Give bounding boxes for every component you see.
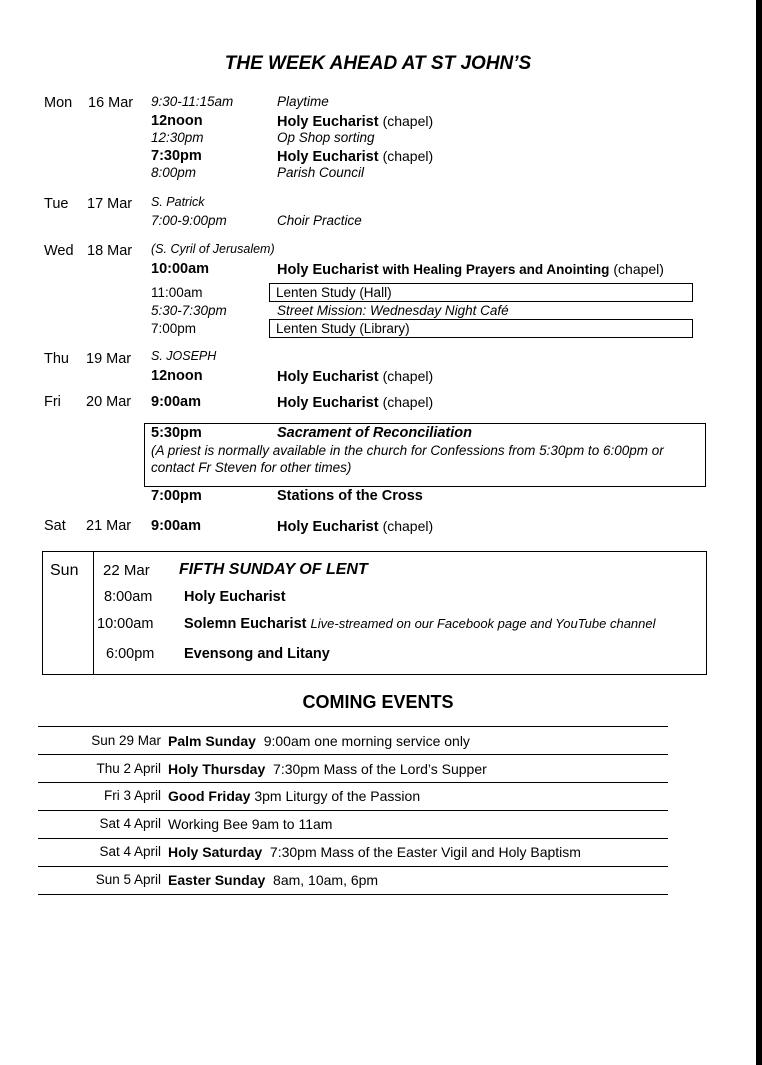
fri-e1-note: (chapel) <box>382 394 434 410</box>
mon-e4-entry <box>277 148 433 165</box>
event-3-date: Fri 3 April <box>103 788 161 803</box>
event-2-name: Holy Thursday <box>168 761 266 777</box>
event-1-detail: 9:00am one morning service only <box>263 733 470 749</box>
event-6-text <box>168 872 378 888</box>
mon-e2-text: Holy Eucharist <box>277 114 379 130</box>
fri-day: Fri <box>44 394 61 410</box>
tue-feast: S. Patrick <box>151 195 205 209</box>
events-rule <box>38 866 668 867</box>
event-2-date: Thu 2 April <box>96 761 161 776</box>
wed-e1-text: Holy Eucharist <box>277 262 379 278</box>
sun-e1-time: 8:00am <box>104 589 153 605</box>
sun-e2-time: 10:00am <box>97 616 154 632</box>
sun-date: 22 Mar <box>103 562 150 579</box>
fri-e1-time: 9:00am <box>151 394 201 410</box>
event-6-date: Sun 5 April <box>95 872 161 887</box>
event-2-text <box>168 761 487 777</box>
event-5-detail: 7:30pm Mass of the Easter Vigil and Holy Baptism <box>269 844 581 860</box>
wed-feast: (S. Cyril of Jerusalem) <box>151 242 275 256</box>
fri-e3-text: Stations of the Cross <box>277 488 423 504</box>
mon-e1-time: 9:30-11:15am <box>151 94 234 109</box>
events-rule <box>38 782 668 783</box>
wed-e1-note: (chapel) <box>613 261 664 277</box>
wed-date: 18 Mar <box>87 243 133 259</box>
sat-e1-entry <box>277 518 433 535</box>
thu-date: 19 Mar <box>86 351 132 367</box>
wed-e1-time: 10:00am <box>151 261 210 277</box>
wed-e1-entry <box>277 261 664 278</box>
mon-e4-note: (chapel) <box>382 148 434 164</box>
event-3-detail: 3pm Liturgy of the Passion <box>254 788 421 804</box>
sun-e3-text: Evensong and Litany <box>184 646 330 662</box>
wed-e3-text: Street Mission: Wednesday Night Café <box>277 303 509 318</box>
event-5-name: Holy Saturday <box>168 844 263 860</box>
mon-e3-text: Op Shop sorting <box>277 130 375 145</box>
thu-e1-text: Holy Eucharist <box>277 369 379 385</box>
event-1-name: Palm Sunday <box>168 733 256 749</box>
fri-date: 20 Mar <box>86 394 132 410</box>
mon-e4-text: Holy Eucharist <box>277 149 379 165</box>
coming-events-title: COMING EVENTS <box>302 692 454 712</box>
mon-e5-text: Parish Council <box>277 165 365 180</box>
event-5-date: Sat 4 April <box>99 844 161 859</box>
sun-e2-text: Solemn Eucharist <box>184 616 307 632</box>
wed-e4-text: Lenten Study (Library) <box>276 321 410 336</box>
mon-e3-time: 12:30pm <box>151 130 204 145</box>
page-title: THE WEEK AHEAD AT ST JOHN’S <box>224 53 532 74</box>
sat-day: Sat <box>44 518 66 534</box>
events-rule <box>38 754 668 755</box>
event-1-text <box>168 733 470 749</box>
thu-feast: S. JOSEPH <box>151 349 217 363</box>
thu-e1-time: 12noon <box>151 368 203 384</box>
tue-e1-text: Choir Practice <box>277 213 362 228</box>
event-3-text <box>168 788 420 804</box>
mon-e5-time: 8:00pm <box>151 165 197 180</box>
sun-e3-time: 6:00pm <box>106 646 155 662</box>
fri-e1-entry <box>277 394 433 411</box>
sun-e2-entry <box>184 616 656 632</box>
wed-e2-text: Lenten Study (Hall) <box>276 285 392 300</box>
fri-rec-note2: contact Fr Steven for other times) <box>151 460 352 475</box>
wed-day: Wed <box>44 243 74 259</box>
sat-e1-text: Holy Eucharist <box>277 519 379 535</box>
mon-e2-entry <box>277 113 433 130</box>
event-4-date: Sat 4 April <box>99 816 161 831</box>
sun-title: FIFTH SUNDAY OF LENT <box>179 561 368 578</box>
wed-e1-bold2: with Healing Prayers and Anointing <box>382 262 610 277</box>
wed-e2-time: 11:00am <box>151 285 203 300</box>
mon-day: Mon <box>44 95 73 111</box>
event-6-name: Easter Sunday <box>168 872 266 888</box>
thu-day: Thu <box>44 351 69 367</box>
tue-date: 17 Mar <box>87 196 133 212</box>
events-rule <box>38 726 668 727</box>
fri-rec-time: 5:30pm <box>151 425 202 441</box>
sat-e1-time: 9:00am <box>151 518 201 534</box>
fri-e1-text: Holy Eucharist <box>277 395 379 411</box>
sun-day: Sun <box>50 562 79 579</box>
wed-e3-time: 5:30-7:30pm <box>151 303 227 318</box>
events-rule <box>38 838 668 839</box>
fri-e3-time: 7:00pm <box>151 488 202 504</box>
tue-e1-time: 7:00-9:00pm <box>151 213 227 228</box>
event-5-text <box>168 844 581 860</box>
event-4-text <box>168 816 332 832</box>
sun-e1-text: Holy Eucharist <box>184 589 286 605</box>
wed-e4-time: 7:00pm <box>151 321 197 336</box>
event-3-name: Good Friday <box>168 788 251 804</box>
events-rule <box>38 894 668 895</box>
sat-date: 21 Mar <box>86 518 132 534</box>
mon-e4-time: 7:30pm <box>151 148 202 164</box>
event-1-date: Sun 29 Mar <box>91 733 161 748</box>
page-edge-bar <box>756 0 762 1065</box>
event-4-detail: Working Bee 9am to 11am <box>168 816 333 832</box>
events-rule <box>38 810 668 811</box>
fri-rec-note1: (A priest is normally available in the church for Confessions from 5:30pm to 6:00pm or <box>151 443 664 458</box>
sunday-divider <box>93 552 94 674</box>
mon-date: 16 Mar <box>88 95 134 111</box>
mon-e2-time: 12noon <box>151 113 203 129</box>
fri-rec-title: Sacrament of Reconciliation <box>277 425 472 441</box>
sun-e2-note: Live-streamed on our Facebook page and YouTube channel <box>310 616 656 631</box>
tue-day: Tue <box>44 196 69 212</box>
event-2-detail: 7:30pm Mass of the Lord’s Supper <box>273 761 487 777</box>
event-6-detail: 8am, 10am, 6pm <box>273 872 379 888</box>
sat-e1-note: (chapel) <box>382 518 434 534</box>
thu-e1-entry <box>277 368 433 385</box>
mon-e2-note: (chapel) <box>382 113 434 129</box>
thu-e1-note: (chapel) <box>382 368 434 384</box>
mon-e1-text: Playtime <box>277 94 329 109</box>
